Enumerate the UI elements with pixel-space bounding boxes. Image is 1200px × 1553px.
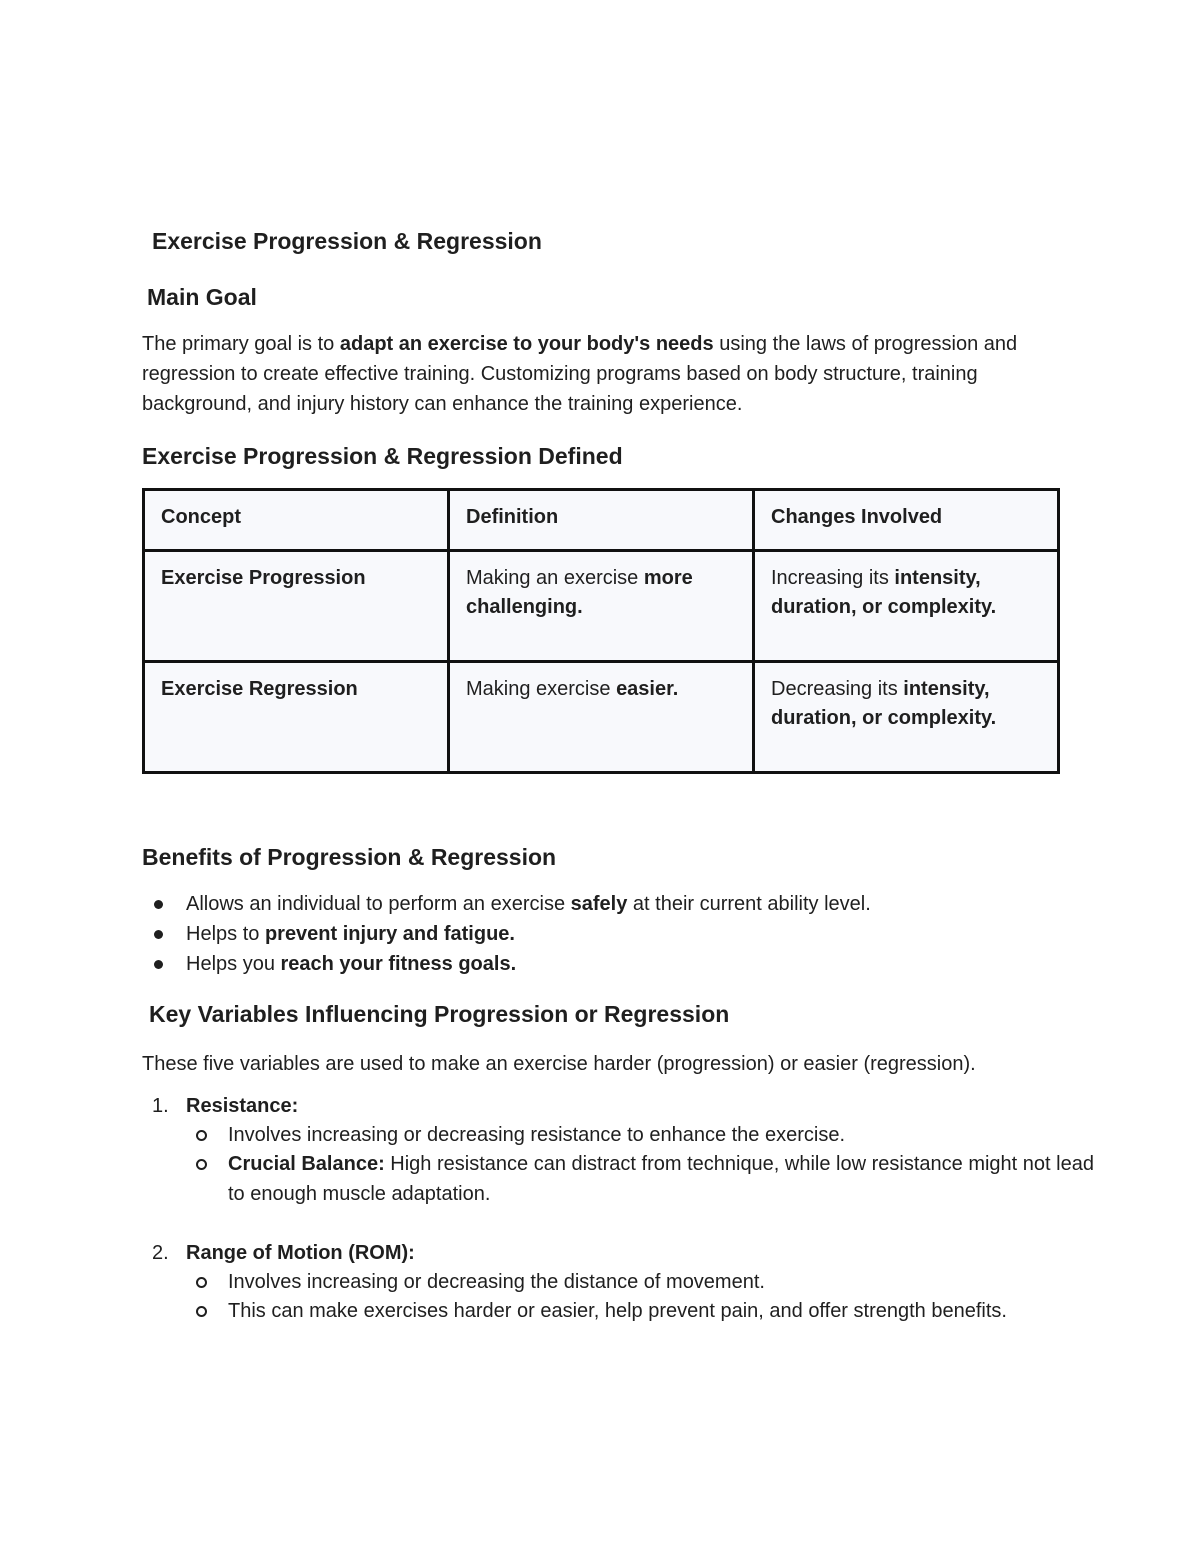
benefit-bold: safely [570,893,628,915]
bullet-icon [154,960,163,969]
definitions-table [142,488,1060,774]
sub-item-text: Involves increasing or decreasing resistance to enhance the exercise. [228,1124,846,1146]
sub-item-text: This can make exercises harder or easier, help prevent pain, and offer strength benefits. [228,1300,1007,1322]
table-row [144,551,1059,662]
item-title: Range of Motion (ROM): [186,1242,415,1264]
list-item [152,949,871,979]
circle-bullet-icon [196,1130,207,1141]
benefit-text-end: at their current ability level. [627,893,871,915]
numbered-item-range-of-motion [152,1238,415,1268]
main-goal-text-start: The primary goal is to [142,333,340,355]
table-header-changes: Changes Involved [754,490,1059,551]
item-title: Resistance: [186,1095,299,1117]
benefit-text: Helps you [186,953,281,975]
defined-heading: Exercise Progression & Regression Defined [142,443,623,469]
main-goal-text-end: using the laws of progression and regression to create effective training. Customizing programs based on body structure, training background, and injury history can enhance the training experience. [142,333,1018,415]
table-header-row [144,490,1059,551]
benefits-list [152,889,871,979]
table-row [144,662,1059,773]
key-variables-heading: Key Variables Influencing Progression or Regression [149,1001,730,1027]
numbered-item-resistance [152,1091,298,1121]
definition-text: Making exercise [466,678,617,700]
main-goal-text-bold: adapt an exercise to your body's needs [339,333,714,355]
benefit-bold: prevent injury and fatigue. [264,923,515,945]
table-header-concept: Concept [144,490,449,551]
item-number: 1. [152,1095,169,1117]
list-item [152,919,871,949]
table-cell-concept [144,551,449,662]
sub-item-text: High resistance can distract from technique, while low resistance might not lead to enough muscle adaptation. [228,1153,1094,1205]
changes-text: Decreasing its [771,678,904,700]
definition-bold: more challenging. [466,567,693,618]
table-cell-concept [144,662,449,773]
sub-item-bold: Crucial Balance: [228,1153,385,1175]
changes-bold: intensity, duration, or complexity. [771,678,997,729]
table-cell-changes [754,551,1059,662]
sub-list-item [194,1296,1098,1326]
table-cell-definition [449,662,754,773]
document-title: Exercise Progression & Regression [152,228,542,254]
circle-bullet-icon [196,1277,207,1288]
circle-bullet-icon [196,1306,207,1317]
benefit-bold: reach your fitness goals. [280,953,517,975]
benefit-text: Helps to [186,923,265,945]
circle-bullet-icon [196,1159,207,1170]
sub-list-item [194,1120,1098,1150]
key-variables-intro: These five variables are used to make an exercise harder (progression) or easier (regression). [142,1053,976,1075]
table-cell-changes [754,662,1059,773]
changes-text: Increasing its [771,567,895,589]
changes-bold: intensity, duration, or complexity. [771,567,997,618]
list-item [152,889,871,919]
concept-label: Exercise Progression [161,567,366,589]
concept-label: Exercise Regression [161,678,358,700]
item-number: 2. [152,1242,169,1264]
table-header-definition: Definition [449,490,754,551]
main-goal-paragraph [142,329,1082,419]
bullet-icon [154,930,163,939]
sub-list-item [194,1267,1098,1297]
benefit-text: Allows an individual to perform an exercise [186,893,571,915]
sub-list-item [194,1149,1098,1209]
sub-item-text: Involves increasing or decreasing the distance of movement. [228,1271,765,1293]
definition-text: Making an exercise [466,567,644,589]
table-cell-definition [449,551,754,662]
benefits-heading: Benefits of Progression & Regression [142,844,557,870]
definition-bold: easier. [616,678,679,700]
bullet-icon [154,900,163,909]
main-goal-heading: Main Goal [147,284,257,310]
